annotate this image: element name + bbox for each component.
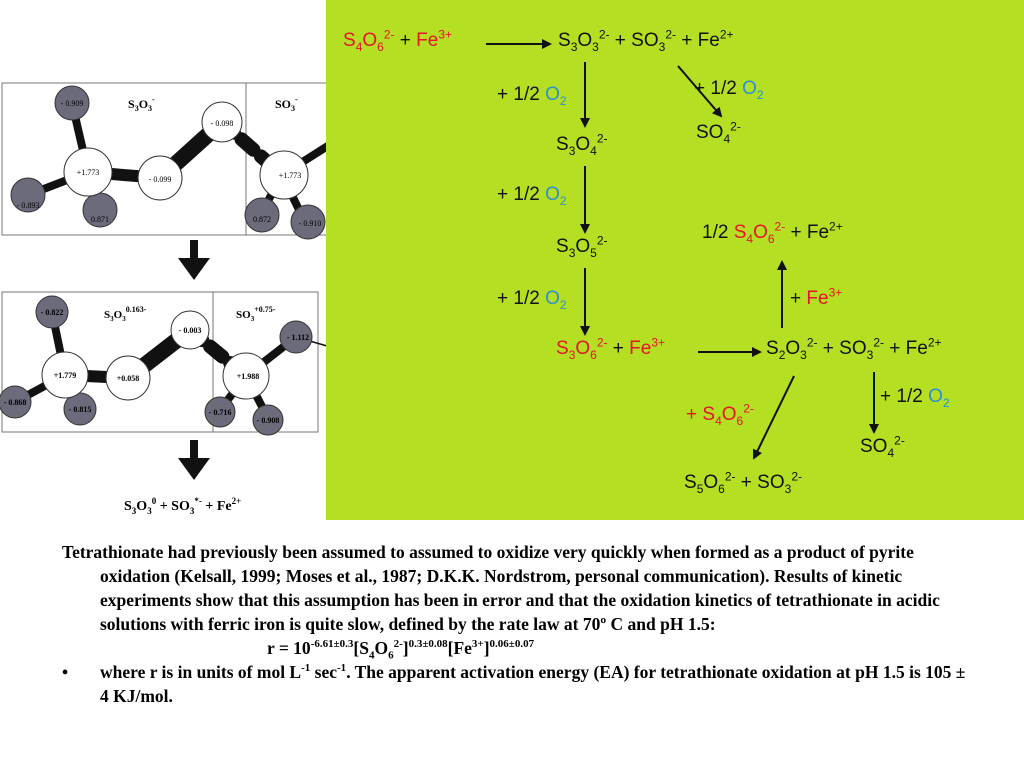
- svg-text:- 0.910: - 0.910: [298, 219, 322, 228]
- o2-label-4: + 1/2 $O_2$: [497, 288, 567, 312]
- bottom-s3o3-label: $S_3O_3^{0.163-}$: [104, 305, 147, 323]
- s2o3-products: $S_2O_3^{2-} + SO_3^{2-} + Fe^{2+}$: [766, 335, 942, 362]
- bullet-item: [62, 660, 967, 708]
- caption-text: [62, 540, 967, 708]
- s3o4-species: $S_3O_4^{2-}$: [556, 131, 608, 158]
- so4-species-bottom: $SO_4^{2-}$: [860, 433, 905, 460]
- svg-text:0.871: 0.871: [91, 215, 109, 224]
- plus-s4o6-label: + $S_4O_6^{2-}$: [686, 401, 754, 428]
- svg-text:+1.773: +1.773: [278, 171, 302, 180]
- bottom-so3-label: $SO_3^{+0.75-}$: [236, 305, 276, 323]
- svg-text:+1.773: +1.773: [76, 168, 100, 177]
- product-equation: $S_3O_3^0 + SO_3^{*-} + Fe^{2+}$: [124, 496, 242, 516]
- reaction-1-products: $S_3O_3^{2-} + SO_3^{2-} + Fe^{2+}$: [558, 27, 734, 54]
- top-so3-label: $SO_3^-$: [275, 95, 298, 113]
- svg-text:- 0.099: - 0.099: [148, 175, 172, 184]
- svg-text:+1.779: +1.779: [53, 371, 77, 380]
- s3o5-species: $S_3O_5^{2-}$: [556, 233, 608, 260]
- svg-text:- 0.003: - 0.003: [178, 326, 202, 335]
- bullet-text: where r is in units of mol $L^{-1}$ $\sec^{-1}$. The apparent activation energy (EA) for tetrathionate oxidation at pH 1.5 is 105 ± 4 KJ/mol.: [100, 662, 966, 706]
- svg-text:- 0.909: - 0.909: [60, 99, 84, 108]
- plus-fe3-label: + $Fe^{3+}$: [790, 285, 843, 309]
- s5o6-products: $S_5O_6^{2-} + SO_3^{2-}$: [684, 469, 802, 496]
- so4-species-top: $SO_4^{2-}$: [696, 119, 741, 146]
- svg-text:- 0.908: - 0.908: [256, 416, 280, 425]
- o2-label-2: + 1/2 $O_2$: [694, 78, 764, 102]
- svg-text:0.872: 0.872: [253, 215, 271, 224]
- svg-text:- 0.822: - 0.822: [40, 308, 64, 317]
- svg-text:- 0.716: - 0.716: [208, 408, 232, 417]
- rate-law: $r = 10^{-6.61\pm 0.3}[S_4O_6^{2-}]^{0.3\pm 0.08}[Fe^{3+}]^{0.06\pm 0.07}$: [267, 638, 535, 662]
- half-s4o6-products: 1/2 $S_4O_6^{2-} + Fe^{2+}$: [702, 219, 843, 246]
- svg-text:- 0.815: - 0.815: [68, 405, 92, 414]
- o2-label-5: + 1/2 $O_2$: [880, 386, 950, 410]
- down-arrow-icon: [178, 240, 210, 280]
- s3o6-fe3-reactants: $S_3O_6^{2-} + Fe^{3+}$: [556, 335, 666, 362]
- o2-label-3: + 1/2 $O_2$: [497, 184, 567, 208]
- o2-label-1: + 1/2 $O_2$: [497, 84, 567, 108]
- svg-text:+0.058: +0.058: [116, 374, 140, 383]
- bullet-icon: •: [62, 662, 69, 682]
- down-arrow-icon: [178, 440, 210, 480]
- reaction-1-reactants: $S_4O_6^{2-} + Fe^{3+}$: [343, 27, 453, 54]
- svg-text:- 0.098: - 0.098: [210, 119, 234, 128]
- svg-text:- 0.893: - 0.893: [16, 201, 40, 210]
- top-s3o3-label: $S_3O_3^-$: [128, 95, 155, 113]
- reaction-arrows: [326, 0, 1024, 520]
- svg-text:- 0.868: - 0.868: [3, 398, 27, 407]
- svg-text:+1.988: +1.988: [236, 372, 260, 381]
- caption-paragraph: Tetrathionate had previously been assumed to assumed to oxidize very quickly when formed as a product of pyrite oxidation (Kelsall, 1999; Moses et al., 1987; D.K.K. Nordstrom, personal communication). Results of kinetic experiments show that this assumption has been in error and that the oxidation kinetics of tetrathionate in acidic solutions with ferric iron is quite slow, defined by the rate law at 70º C and pH 1.5:: [62, 542, 940, 634]
- svg-text:- 1.112: - 1.112: [286, 333, 310, 342]
